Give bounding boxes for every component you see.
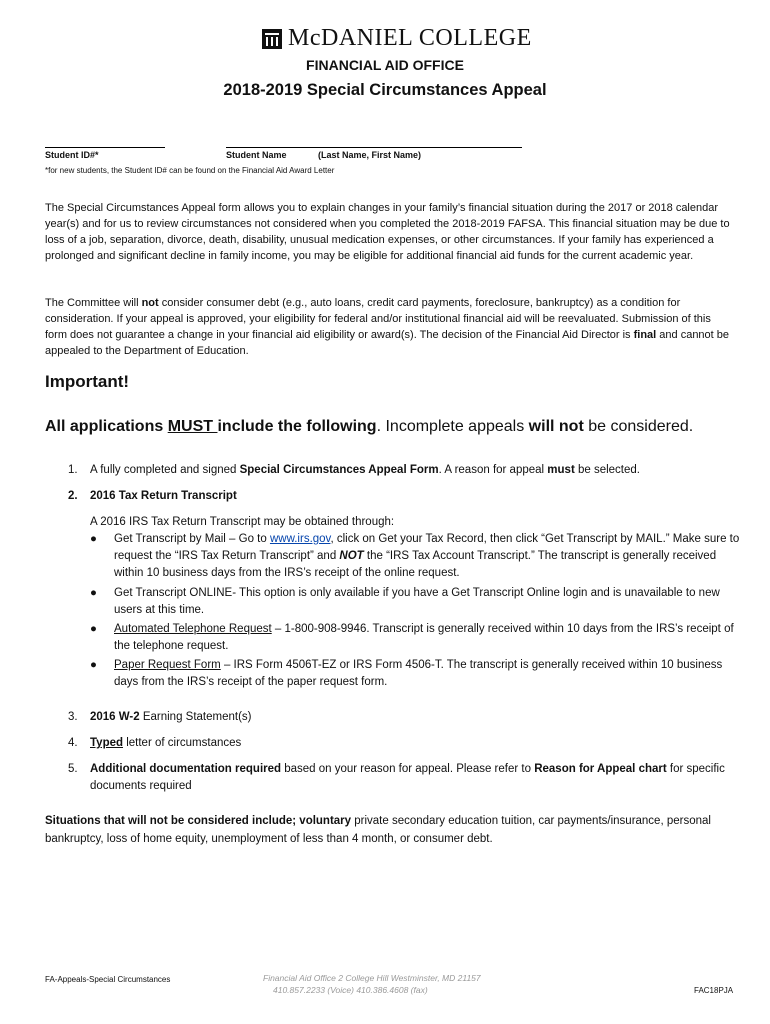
page-title: 2018-2019 Special Circumstances Appeal — [223, 81, 547, 99]
name-format-label: (Last Name, First Name) — [318, 150, 422, 160]
student-name-field[interactable] — [226, 147, 522, 148]
footer-address: Financial Aid Office 2 College Hill Westminster, MD 21157 410.857.2233 (Voice) 410.386.4608 (fax) — [263, 973, 481, 995]
situations-paragraph: Situations that will not be considered include; voluntary private secondary education tuition, car payments/insurance, personal bankruptcy, loss of home equity, unemployment of less than 4 month, or consumer debt. — [45, 815, 711, 845]
college-logo — [262, 25, 532, 52]
bullet-icon: ● — [90, 659, 97, 671]
bullet-icon: ● — [90, 623, 97, 635]
footer-form-name: FA-Appeals-Special Circumstances — [45, 975, 171, 984]
important-heading: Important! — [45, 372, 130, 391]
committee-paragraph: The Committee will not consider consumer debt (e.g., auto loans, credit card payments, foreclosure, bankruptcy) as a condition for consideration. If your appeal is approved, your eligibility for federal and/or institutional financial aid will be reevaluated. Submission of this form does not guarantee a change in your financial aid eligibility or award(s). The decision of the Financial Aid Director is final and cannot be appealed to the Department of Education. — [45, 297, 730, 357]
document-page: McDANIEL COLLEGE FINANCIAL AID OFFICE 2018-2019 Special Circumstances Appeal Student ID#* Student Name (Last Name, First Name) *for new students, the Student ID# can be found on the Financial Aid Award Letter The Special Circumstances Appeal form allows you to explain changes in your family’s financial situation during the 2017 or 2018 calendar year(s) and for us to review circumstances not considered when you completed the 2018-2019 FAFSA. This financial situation may be due to loss of a job, separation, divorce, death, disability, unusual medication expenses, or other circumstances. If your family has experienced a prolonged and significant decline in family income, you may be eligible for additional financial aid funds for the current academic year. The Committee will not consider consumer debt (e.g., auto loans, credit card payments, foreclosure, bankruptcy) as a condition for consideration. If your appeal is approved, your eligibility for federal and/or institutional financial aid will be reevaluated. Submission of this form does not guarantee a change in your financial aid eligibility or award(s). The decision of the Financial Aid Director is final and cannot be appealed to the Department of Education. Important! All applications MUST include the following. Incomplete appeals will not be considered. 1. A fully completed and signed Special Circumstances Appeal Form. A reason for appeal must be selected. 2. 2016 Tax Return Transcript A 2016 IRS Tax Return Transcript may be obtained through: ● Get Transcript by Mail – Go to www.irs.gov, click on Get your Tax Record, then click “Get Transcript by MAIL.” Make sure to request the “IRS Tax Return Transcript” and NOT the “IRS Tax Account Transcript.” The transcript is generally received within 10 business days from the IRS’s receipt of the online request. ● Get Transcript ONLINE- This option is only available if you have a Get Transcript Online login and is unavailable to new users at this time. ● Automated Telephone Request – 1-800-908-9946. Transcript is generally received within 10 days from the IRS’s receipt of the telephone request. ● Paper Request Form – IRS Form 4506T-EZ or IRS Form 4506-T. The transcript is generally received within 10 business days from the IRS’s receipt of the paper request form. 3. 2016 W-2 Earning Statement(s) 4. Typed letter of circumstances 5. Additional documentation required based on your reason for appeal. Please refer to Reason for Appeal chart for specific documents required Situations that will not be considered include; voluntary private secondary education tuition, car payments/insurance, personal bankruptcy, loss of home equity, unemployment of less than 4 month, or consumer debt. FA-Appeals-Special Circumstances Financial Aid Office 2 College Hill Westminster, MD 21157 410.857.2233 (Voice) 410.386.4608 (fax) FAC18PJA — [0, 0, 770, 1024]
college-name: McDANIEL COLLEGE — [288, 25, 532, 51]
college-building-icon — [262, 29, 282, 49]
irs-link[interactable]: www.irs.gov — [269, 533, 331, 545]
student-id-note: *for new students, the Student ID# can be found on the Financial Aid Award Letter — [45, 166, 335, 175]
student-id-label: Student ID#* — [45, 150, 99, 160]
bullet-icon: ● — [90, 533, 97, 545]
student-name-label: Student Name — [226, 150, 287, 160]
requirements-heading: All applications MUST include the following. Incomplete appeals will not be considered. — [45, 418, 694, 435]
footer-code: FAC18PJA — [694, 986, 734, 995]
office-heading: FINANCIAL AID OFFICE — [306, 57, 464, 73]
bullet-icon: ● — [90, 587, 97, 599]
transcript-intro: A 2016 IRS Tax Return Transcript may be obtained through: — [90, 516, 395, 528]
intro-paragraph: The Special Circumstances Appeal form allows you to explain changes in your family’s financial situation during the 2017 or 2018 calendar year(s) and for us to review circumstances not considered when you completed the 2018-2019 FAFSA. This financial situation may be due to loss of a job, separation, divorce, death, disability, unusual medication expenses, or other circumstances. If your family has experienced a prolonged and significant decline in family income, you may be eligible for additional financial aid funds for the current academic year. — [45, 202, 730, 262]
student-id-field[interactable] — [45, 147, 165, 148]
